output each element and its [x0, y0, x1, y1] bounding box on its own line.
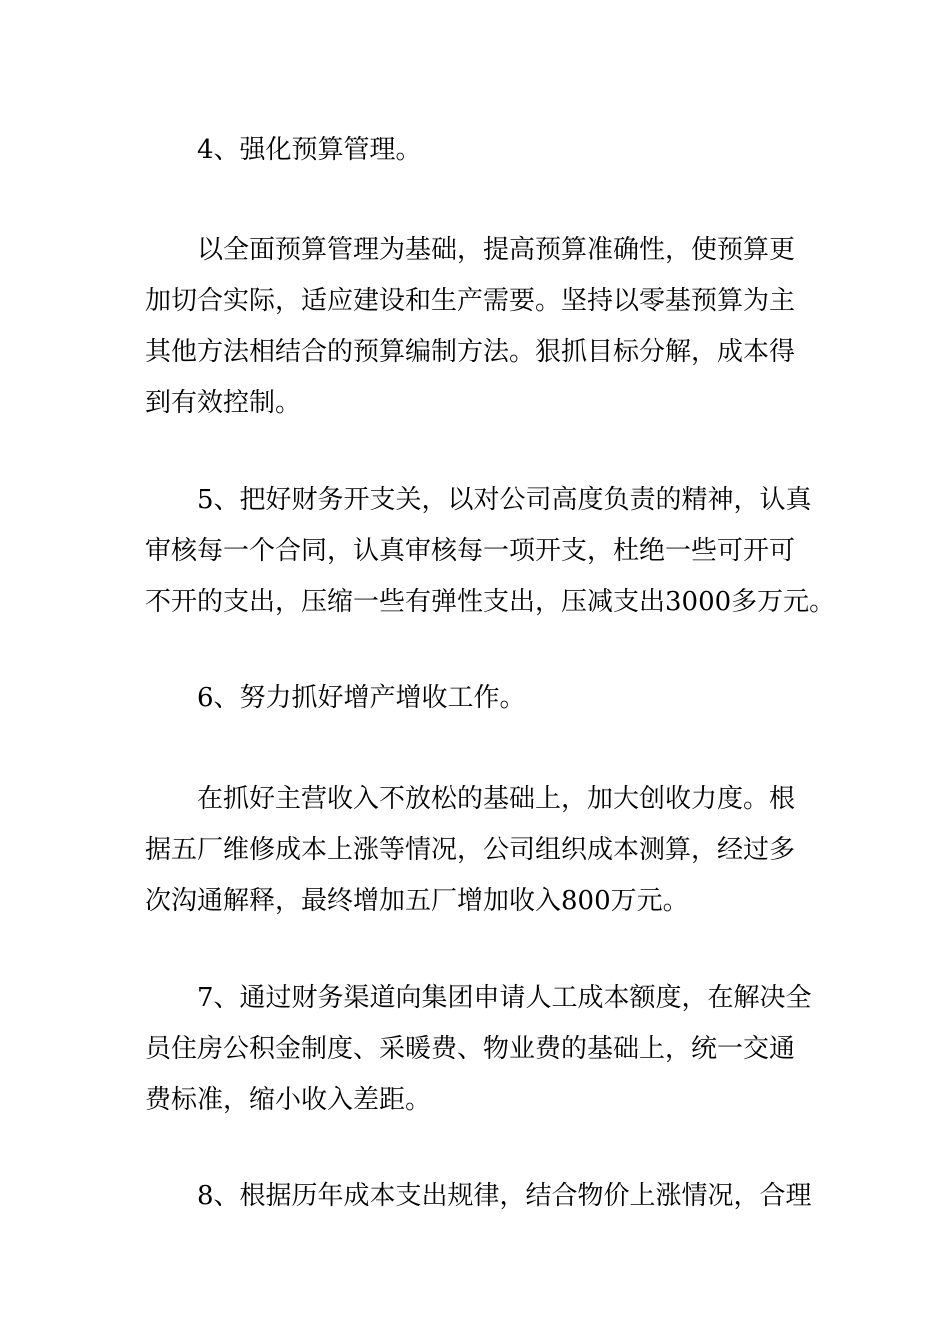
paragraph-line: 据五厂维修成本上涨等情况，公司组织成本测算，经过多 — [145, 835, 796, 865]
paragraph-line: 员住房公积金制度、采暖费、物业费的基础上，统一交通 — [145, 1034, 796, 1064]
paragraph-line: 审核每一个合同，认真审核每一项开支，杜绝一些可开可 — [145, 536, 796, 566]
paragraph-line: 到有效控制。 — [145, 388, 302, 418]
paragraph-line: 费标准，缩小收入差距。 — [145, 1085, 432, 1115]
paragraph-line: 不开的支出，压缩一些有弹性支出，压减支出3000多万元。 — [145, 587, 836, 617]
paragraph-line: 加切合实际，适应建设和生产需要。坚持以零基预算为主 — [145, 286, 796, 316]
paragraph-line: 其他方法相结合的预算编制方法。狠抓目标分解，成本得 — [145, 337, 796, 367]
heading-item-4: 4、强化预算管理。 — [197, 135, 422, 165]
paragraph-line: 在抓好主营收入不放松的基础上，加大创收力度。根 — [197, 784, 796, 814]
paragraph-line: 次沟通解释，最终增加五厂增加收入800万元。 — [145, 886, 689, 916]
heading-item-6: 6、努力抓好增产增收工作。 — [197, 683, 526, 713]
paragraph-line: 5、把好财务开支关，以对公司高度负责的精神，认真 — [197, 485, 812, 515]
paragraph-line: 7、通过财务渠道向集团申请人工成本额度，在解决全 — [197, 983, 812, 1013]
paragraph-line: 以全面预算管理为基础，提高预算准确性，使预算更 — [197, 235, 796, 265]
paragraph-line: 8、根据历年成本支出规律，结合物价上涨情况，合理 — [197, 1181, 812, 1211]
